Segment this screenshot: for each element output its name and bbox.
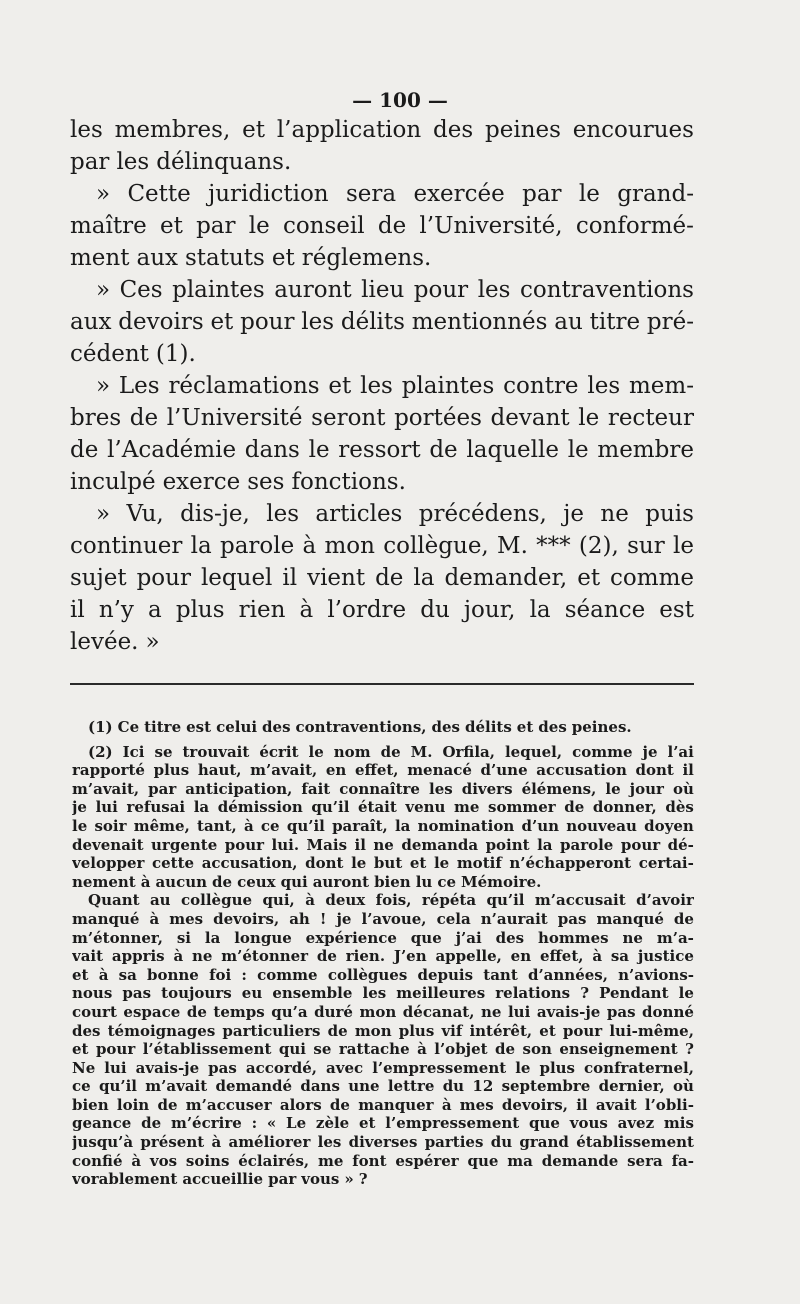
- footnote-line: confié à vos soins éclairés, me font espérer que ma demande sera fa-: [72, 1151, 694, 1170]
- text-line: cédent (1).: [70, 341, 196, 367]
- footnote-line: court espace de temps qu’a duré mon décanat, ne lui avais-je pas donné: [72, 1002, 694, 1021]
- footnote-line: velopper cette accusation, dont le but et le motif n’échapperont certai-: [72, 854, 694, 873]
- footnote-line: des témoignages particuliers de mon plus vif intérêt, et pour lui-même,: [72, 1021, 694, 1040]
- text-line: levée. »: [70, 629, 160, 655]
- footnote-line: rapporté plus haut, m’avait, en effet, menacé d’une accusation dont il: [72, 761, 694, 780]
- footnote-line: et pour l’établissement qui se rattache à l’objet de son enseignement ?: [72, 1040, 694, 1059]
- text-line: sujet pour lequel il vient de la demander, et comme: [70, 565, 694, 591]
- footnote-line: m’avait, par anticipation, fait connaître les divers élémens, le jour où: [72, 779, 694, 798]
- footnote-line: (1) Ce titre est celui des contraventions, des délits et des peines.: [88, 718, 632, 736]
- text-line: bres de l’Université seront portées devant le recteur: [70, 405, 694, 431]
- main-text: [70, 114, 694, 658]
- footnote-line: Ne lui avais-je pas accordé, avec l’empressement le plus confraternel,: [72, 1058, 694, 1077]
- footnote-line: bien loin de m’accuser alors de manquer à mes devoirs, il avait l’obli-: [72, 1095, 694, 1114]
- footnote-line: m’étonner, si la longue expérience que j’ai des hommes ne m’a-: [72, 928, 694, 947]
- footnote-line: nous pas toujours eu ensemble les meilleures relations ? Pendant le: [72, 984, 694, 1003]
- footnotes: [72, 718, 694, 1189]
- text-line: » Cette juridiction sera exercée par le grand-: [96, 181, 694, 207]
- footnote-separator-rule: [70, 683, 694, 685]
- text-line: continuer la parole à mon collègue, M. *** (2), sur le: [70, 533, 694, 559]
- footnote-line: Quant au collègue qui, à deux fois, répéta qu’il m’accusait d’avoir: [88, 891, 694, 910]
- footnote-line: ce qu’il m’avait demandé dans une lettre du 12 septembre dernier, où: [72, 1077, 694, 1096]
- text-line: » Vu, dis-je, les articles précédens, je ne puis: [96, 501, 694, 527]
- text-line: par les délinquans.: [70, 149, 292, 175]
- text-line: il n’y a plus rien à l’ordre du jour, la séance est: [70, 597, 694, 623]
- text-line: maître et par le conseil de l’Université, conformé-: [70, 213, 694, 239]
- footnote-line: vorablement accueillie par vous » ?: [72, 1170, 368, 1189]
- footnote-line: geance de m’écrire : « Le zèle et l’empressement que vous avez mis: [72, 1114, 694, 1133]
- text-line: inculpé exerce ses fonctions.: [70, 469, 406, 495]
- text-line: » Les réclamations et les plaintes contre les mem-: [96, 373, 694, 399]
- footnote-line: (2) Ici se trouvait écrit le nom de M. Orfila, lequel, comme je l’ai: [88, 742, 694, 761]
- text-line: les membres, et l’application des peines encourues: [70, 117, 694, 143]
- footnote-line: et à sa bonne foi : comme collègues depuis tant d’années, n’avions-: [72, 965, 694, 984]
- footnote-line: je lui refusai la démission qu’il était venu me sommer de donner, dès: [72, 798, 694, 817]
- footnote-line: vait appris à ne m’étonner de rien. J’en appelle, en effet, à sa justice: [72, 947, 694, 966]
- text-line: de l’Académie dans le ressort de laquelle le membre: [70, 437, 694, 463]
- footnote-line: devenait urgente pour lui. Mais il ne demanda point la parole pour dé-: [72, 835, 694, 854]
- text-line: aux devoirs et pour les délits mentionnés au titre pré-: [70, 309, 694, 335]
- page-number: — 100 —: [352, 88, 448, 112]
- footnote-line: jusqu’à présent à améliorer les diverses parties du grand établissement: [72, 1133, 694, 1152]
- footnote-line: nement à aucun de ceux qui auront bien lu ce Mémoire.: [72, 872, 542, 891]
- footnote-line: manqué à mes devoirs, ah ! je l’avoue, cela n’aurait pas manqué de: [72, 909, 694, 928]
- footnote-line: le soir même, tant, à ce qu’il paraît, la nomination d’un nouveau doyen: [72, 816, 694, 835]
- text-line: ment aux statuts et réglemens.: [70, 245, 432, 271]
- text-line: » Ces plaintes auront lieu pour les contraventions: [96, 277, 694, 303]
